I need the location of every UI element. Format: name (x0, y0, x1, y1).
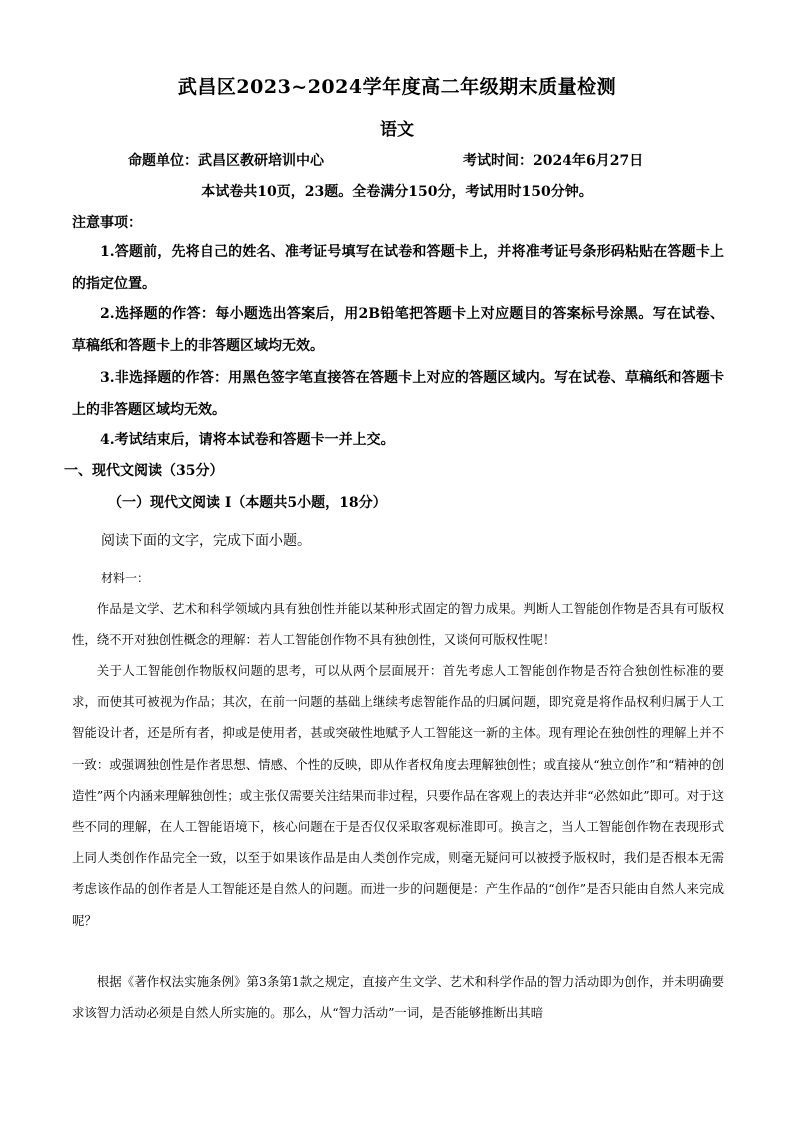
exam-title: 武昌区2023~2024学年度高二年级期末质量检测 (177, 76, 617, 98)
material-label: 材料一： (101, 571, 150, 585)
material-paragraph-1: 作品是文学、艺术和科学领域内具有独创性并能以某种形式固定的智力成果。判断人工智能创作物是否具有可版权性，绕不开对独创性概念的理解：若人工智能创作物不具有独创性，又谈何可版权性呢！ (72, 601, 724, 648)
notice-item-1: 1.答题前，先将自己的姓名、准考证号填写在试卷和答题卡上，并将准考证号条形码粘贴在答题卡上的指定位置。 (72, 244, 724, 292)
exam-subject: 语文 (380, 120, 414, 140)
section-title: 一、现代文阅读（35分） (64, 463, 224, 479)
material-paragraph-2: 关于人工智能创作物版权问题的思考，可以从两个层面展开：首先考虑人工智能创作物是否符合独创性标准的要求，而使其可被视为作品；其次，在前一问题的基础上继续考虑智能作品的归属问题，即究竟是将作品权利归属于人工智能设计者，还是所有者，抑或是使用者，甚或突破性地赋予人工智能这一新的主体。现有理论在独创性的理解上并不一致：或强调独创性是作者思想、情感、个性的反映，即从作者权角度去理解独创性；或直接从“独立创作”和“精神的创造性”两个内涵来理解独创性；或主张仅需要关注结果而非过程，只要作品在客观上的表达并非“必然如此”即可。对于这些不同的理解，在人工智能语境下，核心问题在于是否仅仅采取客观标准即可。换言之，当人工智能创作物在表现形式上同人类创作作品完全一致，以至于如果该作品是由人类创作完成，则毫无疑问可以被授予版权时，我们是否根本无需考虑该作品的创作者是人工智能还是自然人的问题。而进一步的问题便是：产生作品的“创作”是否只能由自然人来完成呢？ (72, 663, 724, 928)
notice-item-3: 3.非选择题的作答：用黑色签字笔直接答在答题卡上对应的答题区域内。写在试卷、草稿纸和答题卡上的非答题区域均无效。 (72, 370, 724, 418)
notice-item-4: 4.考试结束后，请将本试卷和答题卡一并上交。 (100, 432, 395, 448)
exam-time: 考试时间：2024年6月27日 (463, 153, 644, 169)
subsection-title: （一）现代文阅读 I（本题共5小题，18分） (108, 495, 387, 511)
material-paragraph-3: 根据《著作权法实施条例》第3条第1款之规定，直接产生文学、艺术和科学作品的智力活动即为创作，并未明确要求该智力活动必须是自然人所实施的。那么，从“智力活动”一词，是否能够推断出其暗 (72, 974, 724, 1021)
notice-item-2: 2.选择题的作答：每小题选出答案后，用2B铅笔把答题卡上对应题目的答案标号涂黑。写在试卷、草稿纸和答题卡上的非答题区域均无效。 (72, 306, 724, 354)
reading-instruction: 阅读下面的文字，完成下面小题。 (101, 533, 311, 549)
notice-heading: 注意事项： (72, 215, 142, 231)
exam-summary: 本试卷共10页，23题。全卷满分150分，考试用时150分钟。 (201, 184, 593, 200)
exam-organizer: 命题单位：武昌区教研培训中心 (128, 153, 324, 169)
